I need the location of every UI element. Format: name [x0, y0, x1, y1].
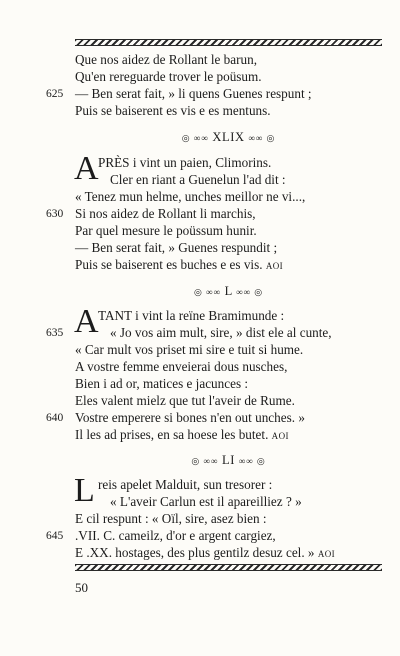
laisse-number: LI	[222, 453, 235, 467]
ornament-right: ∞∞ ◎	[248, 133, 276, 143]
laisse-number: L	[224, 284, 233, 298]
verse-line: — Ben serat fait, » li quens Guenes respunt ;	[75, 86, 312, 101]
line-number: 630	[46, 208, 64, 220]
verse-line: .VII. C. cameilz, d'or e argent cargiez,	[75, 528, 276, 543]
drop-cap: L	[74, 472, 95, 509]
aoi-mark: AOI	[317, 549, 336, 559]
laisse-number: XLIX	[212, 130, 245, 144]
verse-line: TANT i vint la reïne Bramimunde :	[98, 308, 285, 323]
ornament-right: ∞∞ ◎	[236, 287, 264, 297]
verse-line: Par quel mesure le poüssum hunir.	[75, 223, 257, 238]
verse-line: Qu'en rereguarde trover le poüsum.	[75, 69, 262, 84]
drop-cap: A	[74, 303, 99, 340]
ornament-left: ◎ ∞∞	[181, 133, 209, 143]
bottom-decorative-border	[75, 564, 382, 571]
ornament-right: ∞∞ ◎	[238, 456, 266, 466]
verse-text: Puis se baiserent es buches e es vis.	[75, 257, 263, 272]
aoi-mark: AOI	[271, 431, 289, 441]
laisse-heading	[75, 452, 382, 469]
page-number: 50	[75, 580, 88, 595]
verse-line: A vostre femme enveierai dous nusches,	[75, 359, 288, 374]
verse-line: reis apelet Malduit, sun tresorer :	[98, 477, 273, 492]
line-number: 640	[46, 412, 64, 424]
laisse-heading	[75, 129, 382, 146]
verse-text: E .XX. hostages, des plus gentilz desuz cel. »	[75, 545, 315, 560]
verse-line: « Tenez mun helme, unches meillor ne vi...,	[75, 189, 306, 204]
top-decorative-border	[75, 39, 382, 46]
line-number: 645	[46, 530, 64, 542]
verse-line	[75, 257, 283, 274]
verse-line	[75, 545, 335, 562]
laisse-heading	[75, 283, 382, 300]
verse-line: Eles valent mielz que tut l'aveir de Rume.	[75, 393, 295, 408]
verse-line	[75, 427, 289, 444]
verse-line: « Jo vos aim mult, sire, » dist ele al cunte,	[110, 325, 332, 340]
line-number: 635	[46, 327, 64, 339]
aoi-mark: AOI	[265, 261, 284, 271]
verse-line: Que nos aidez de Rollant le barun,	[75, 52, 258, 67]
verse-text: Il les ad prises, en sa hoese les butet.	[75, 427, 269, 442]
ornament-left: ◎ ∞∞	[193, 287, 221, 297]
verse-line: PRÈS i vint un paien, Climorins.	[98, 155, 272, 170]
ornament-left: ◎ ∞∞	[191, 456, 219, 466]
verse-line: Si nos aidez de Rollant li marchis,	[75, 206, 256, 221]
verse-line: « Car mult vos priset mi sire e tuit si hume.	[75, 342, 304, 357]
drop-cap: A	[74, 150, 99, 187]
line-number: 625	[46, 88, 64, 100]
verse-line: Cler en riant a Guenelun l'ad dit :	[110, 172, 286, 187]
verse-line: « L'aveir Carlun est il apareilliez ? »	[110, 494, 302, 509]
verse-line: E cil respunt : « Oïl, sire, asez bien :	[75, 511, 267, 526]
verse-line: Vostre emperere si bones n'en out unches. »	[75, 410, 305, 425]
verse-line: — Ben serat fait, » Guenes respundit ;	[75, 240, 278, 255]
verse-line: Puis se baiserent es vis e es mentuns.	[75, 103, 271, 118]
verse-line: Bien i ad or, matices e jacunces :	[75, 376, 249, 391]
